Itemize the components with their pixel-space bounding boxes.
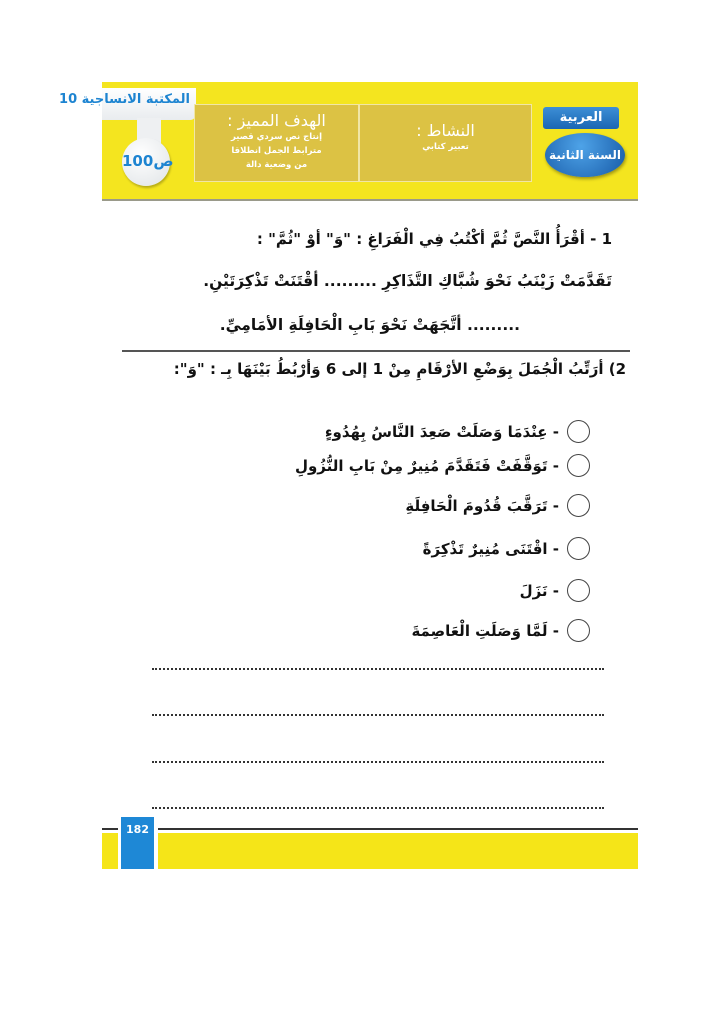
order-item xyxy=(520,579,590,602)
page-badge xyxy=(122,138,174,186)
answer-line[interactable] xyxy=(152,807,604,809)
exercise1-line1: تَقَدَّمَتْ زَيْنَبُ نَحْوَ شُبَّاكِ التَّذَاكِرِ ......... أقْتَنَتْ تَذْكِرَتَيْنِ. xyxy=(203,272,612,290)
order-item-text: - عِنْدَمَا وَصَلَتْ صَعِدَ النَّاسُ بِهُدُوءٍ xyxy=(324,422,559,441)
order-item-text: - تَوَقَّفَتْ فَتَقَدَّمَ مُنِيرٌ مِنْ بَابِ النُّزُولِ xyxy=(294,456,559,475)
goal-line: من وضعية دالة xyxy=(245,160,308,170)
order-item-text: - نَزَلَ xyxy=(519,581,559,600)
order-item-text: - تَرَقَّبَ قُدُومَ الْحَافِلَةِ xyxy=(405,496,559,515)
order-item xyxy=(405,494,590,517)
order-item xyxy=(423,537,590,560)
order-item xyxy=(411,619,590,642)
order-item-text: - اقْتَنَى مُنِيرٌ تَذْكِرَةً xyxy=(422,539,559,558)
order-number-circle[interactable] xyxy=(567,454,590,477)
year-label: السنة الثانية xyxy=(545,133,625,177)
order-item xyxy=(325,420,590,443)
order-number-circle[interactable] xyxy=(567,579,590,602)
worksheet-page xyxy=(59,82,638,872)
footer-band xyxy=(158,833,638,869)
answer-line[interactable] xyxy=(152,714,604,716)
header-band xyxy=(59,82,638,201)
footer-rule xyxy=(102,828,118,830)
goal-title: الهدف المميز : xyxy=(227,111,326,130)
order-item-text: - لَمَّا وَصَلَتِ الْعَاصِمَةَ xyxy=(411,621,559,640)
goal-box xyxy=(194,104,359,182)
exercise1-instruction: 1 - أقْرَأُ النَّصَّ ثُمَّ أكْتُبُ فِي الْفَرَاغِ : "وَ" أوْ "ثُمَّ" : xyxy=(256,230,612,248)
series-title: المكتبة الانساجية 10 xyxy=(59,92,190,107)
footer-rule xyxy=(158,828,638,830)
answer-line[interactable] xyxy=(152,761,604,763)
activity-box xyxy=(359,104,532,182)
section-divider xyxy=(122,350,630,352)
order-number-circle[interactable] xyxy=(567,420,590,443)
order-number-circle[interactable] xyxy=(567,619,590,642)
footer-band xyxy=(102,833,118,869)
goal-line: مترابط الجمل انطلاقا xyxy=(231,146,322,156)
order-number-circle[interactable] xyxy=(567,537,590,560)
activity-subtitle: تعبير كتابي xyxy=(422,142,469,152)
page-number: 182 xyxy=(121,817,154,869)
answer-line[interactable] xyxy=(152,668,604,670)
goal-line: إنتاج نص سردي قصير xyxy=(230,132,323,142)
subject-label: العربية xyxy=(543,107,619,129)
page-badge-text: ص100 xyxy=(122,152,174,170)
activity-title: النشاط : xyxy=(416,121,475,140)
order-number-circle[interactable] xyxy=(567,494,590,517)
order-item xyxy=(295,454,590,477)
series-banner xyxy=(59,88,196,120)
exercise1-line2: ......... أتَّجَهَتْ نَحْوَ بَابِ الْحَافِلَةِ الأمَامِيِّ. xyxy=(219,316,520,334)
exercise2-instruction: 2) أرَتِّبُ الْجُمَلَ بِوَضْعِ الأرْقَامِ مِنْ 1 إلى 6 وَأرْبُطُ بَيْنَهَا بِـ : "وَ": xyxy=(173,360,626,378)
